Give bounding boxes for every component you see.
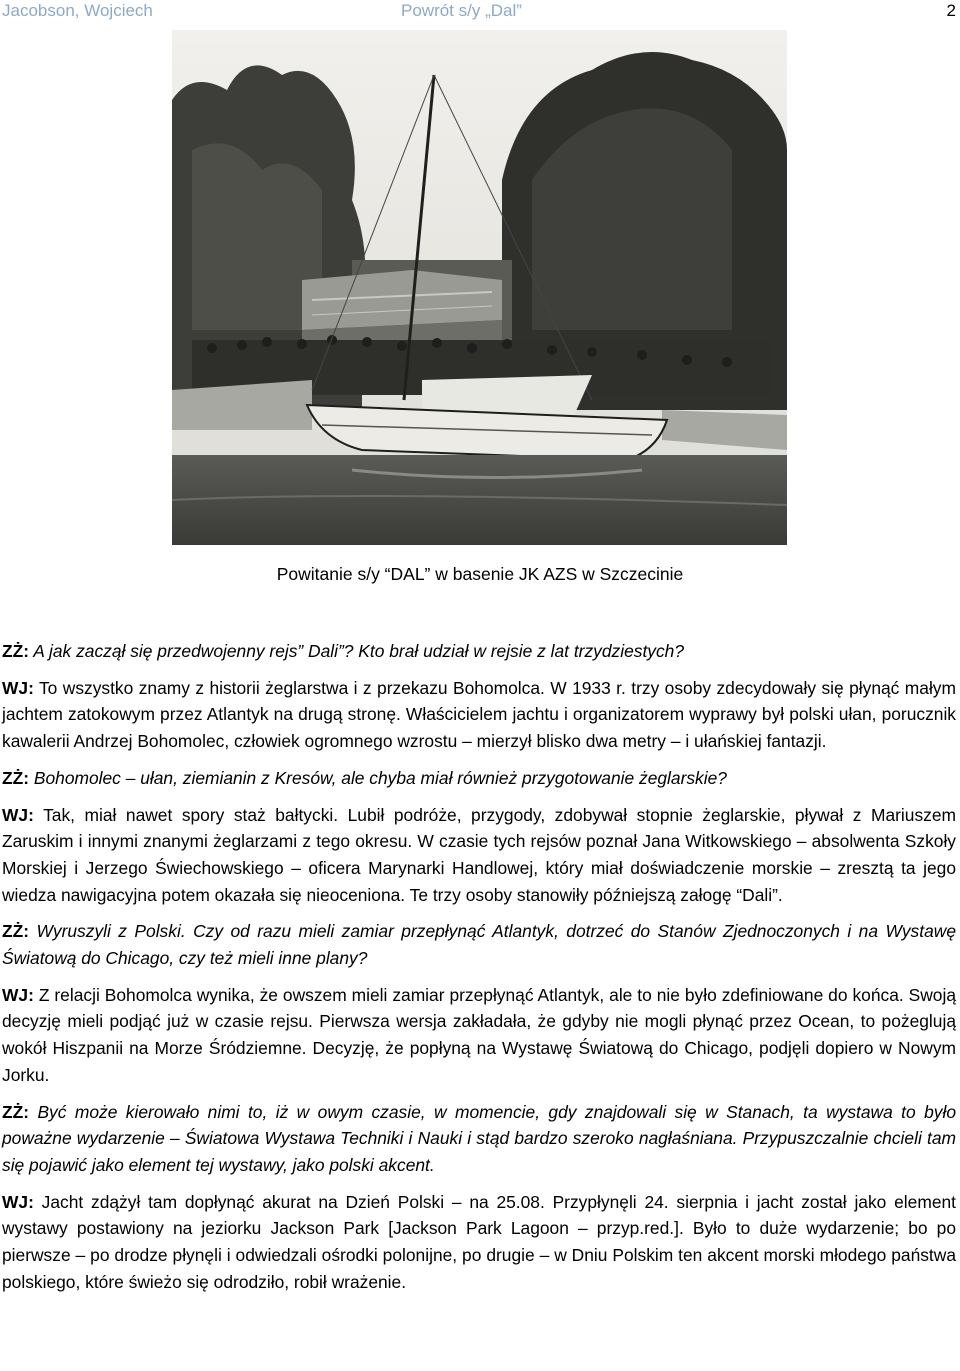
speaker-label: ZŻ:: [2, 921, 30, 942]
interview-answer: [2, 1189, 956, 1296]
speaker-label: ZŻ:: [2, 641, 30, 661]
yacht-dal-photo: [172, 30, 787, 545]
paragraph-text: Wyruszyli z Polski. Czy od razu mieli zamiar przepłynąć Atlantyk, dotrzeć do Stanów Zjednoczonych i na Wystawę Światową do Chicago, czy też mieli inne plany?: [2, 921, 956, 969]
interview-question: [2, 918, 956, 971]
paragraph-text: A jak zaczął się przedwojenny rejs” Dali”? Kto brał udział w rejsie z lat trzydziestych?: [29, 641, 685, 661]
speaker-label: WJ:: [2, 804, 34, 825]
interview-question: [2, 1099, 956, 1179]
page-header: [0, 0, 960, 26]
interview-question: [2, 765, 956, 792]
speaker-label: ZŻ:: [2, 1101, 30, 1122]
paragraph-text: Z relacji Bohomolca wynika, że owszem mieli zamiar przepłynąć Atlantyk, ale to nie było zdefiniowane do końca. Swoją decyzję mieli podjąć już w czasie rejsu. Pierwsza wersja zakładała, że gdyby nie mogli płynąć przez Ocean, to pożeglują wokół Hiszpanii na Morze Śródziemne. Decyzję, że popłyną na Wystawę Światową do Chicago, podjęli dopiero w Nowym Jorku.: [2, 984, 956, 1085]
photo-caption: Powitanie s/y “DAL” w basenie JK AZS w Szczecinie: [276, 564, 684, 584]
page-number: 2: [946, 1, 956, 20]
header-author: Jacobson, Wojciech: [2, 1, 153, 20]
paragraph-text: Tak, miał nawet spory staż bałtycki. Lubił podróże, przygody, zdobywał stopnie żeglarskie, pływał z Mariuszem Zaruskim i innymi znanymi żeglarzami z tego okresu. W czasie tych rejsów poznał Jana Witkowskiego – absolwenta Szkoły Morskiej i Jerzego Świechowskiego – oficera Marynarki Handlowej, który miał doświadczenie morskie – zresztą ta jego wiedza nawigacyjna potem okazała się nieoceniona. Te trzy osoby stanowiły późniejszą załogę “Dali”.: [2, 804, 956, 905]
header-document-title: Powrót s/y „Dal”: [401, 1, 522, 20]
interview-answer: [2, 982, 956, 1089]
paragraph-text: To wszystko znamy z historii żeglarstwa i z przekazu Bohomolca. W 1933 r. trzy osoby zdecydowały się płynąć małym jachtem zatokowym przez Atlantyk na drugą stronę. Właścicielem jachtu i organizatorem wyprawy był polski ułan, porucznik kawalerii Andrzej Bohomolec, człowiek ogromnego wzrostu – mierzył blisko dwa metry – i ułańskiej fantazji.: [2, 677, 956, 752]
paragraph-text: Bohomolec – ułan, ziemianin z Kresów, ale chyba miał również przygotowanie żeglarskie?: [29, 767, 727, 788]
interview-answer: [2, 675, 956, 755]
interview-answer: [2, 802, 956, 909]
speaker-label: ZŻ:: [2, 767, 30, 788]
paragraph-text: Jacht zdążył tam dopłynąć akurat na Dzień Polski – na 25.08. Przypłynęli 24. sierpnia i jacht został jako element wystawy postawiony na jeziorku Jackson Park [Jackson Park Lagoon – przyp.red.]. Było to duże wydarzenie; bo po pierwsze – po drodze płynęli i odwiedzali ośrodki polonijne, po drugie – w Dniu Polskim ten akcent morski młodego państwa polskiego, które świeżo się odrodziło, robił wrażenie.: [2, 1191, 956, 1292]
speaker-label: WJ:: [2, 984, 34, 1005]
speaker-label: WJ:: [2, 677, 34, 698]
interview-question: [2, 638, 956, 665]
paragraph-text: Być może kierowało nimi to, iż w owym czasie, w momencie, gdy znajdowali się w Stanach, ta wystawa to było poważne wydarzenie – Światowa Wystawa Techniki i Nauki i stąd bardzo szeroko nagłaśniana. Przypuszczalnie chcieli tam się pojawić jako element tej wystawy, jako polski akcent.: [2, 1101, 956, 1175]
speaker-label: WJ:: [2, 1191, 34, 1212]
interview-text: [2, 638, 956, 1305]
